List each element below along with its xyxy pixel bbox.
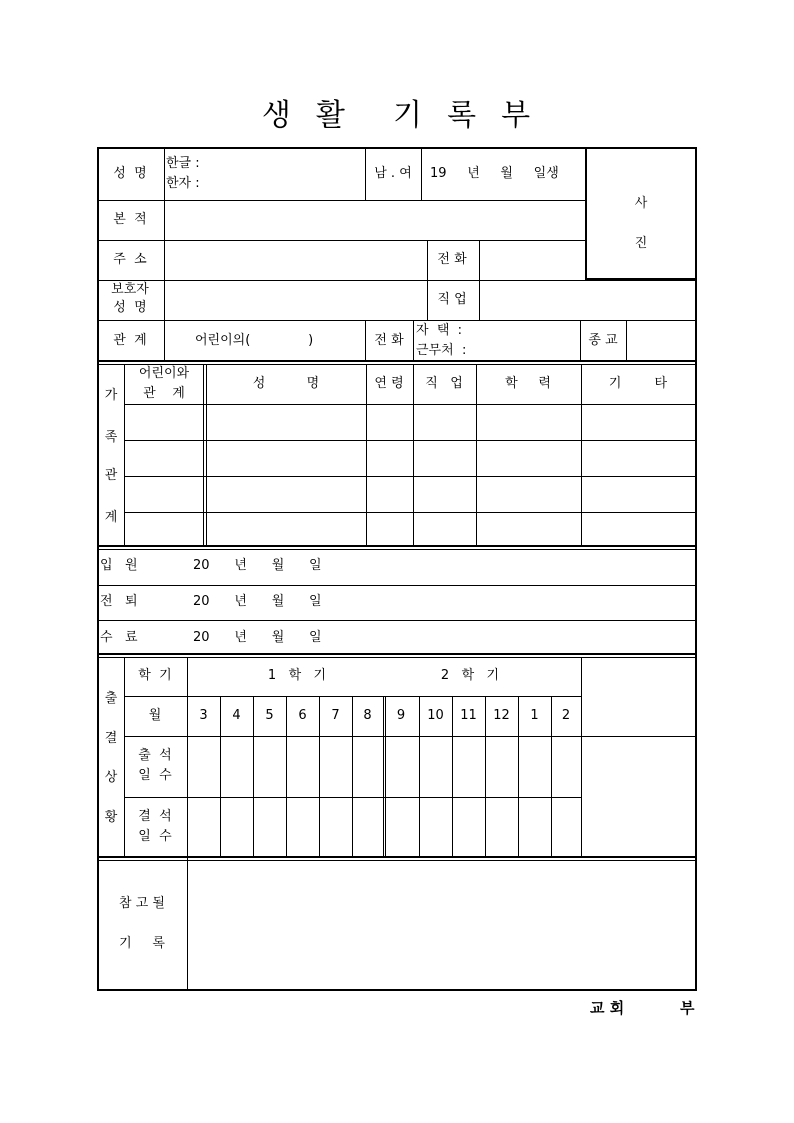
home-label: 자 택 :	[416, 323, 463, 338]
grid-line	[187, 657, 188, 991]
grid-line	[124, 512, 697, 513]
grid-line	[479, 240, 480, 320]
guardian-label: 보호자	[111, 282, 149, 297]
grid-line	[97, 545, 697, 547]
grid-line	[419, 696, 420, 857]
grid-line	[253, 696, 254, 857]
semester-1-label: 1 학 기	[267, 668, 327, 683]
grid-line	[319, 696, 320, 857]
month-cell: 10	[427, 708, 444, 723]
grid-line	[383, 696, 384, 857]
grid-line	[366, 364, 367, 546]
job-label: 직 업	[437, 292, 467, 307]
gender-label: 남 . 여	[374, 166, 412, 181]
address-label: 주 소	[113, 252, 147, 267]
grid-line	[97, 364, 697, 365]
grid-line	[97, 280, 697, 281]
month-cell: 6	[298, 708, 307, 723]
birth-label: 19 년 월 일생	[430, 166, 559, 181]
grid-line	[352, 696, 353, 857]
relation-value: 어린이의( )	[195, 333, 314, 348]
grid-line	[164, 148, 165, 361]
dept-label: 부	[680, 999, 695, 1017]
date-label: 입 원	[100, 558, 138, 573]
education-col-header: 학 력	[505, 376, 551, 391]
attendance-side-label: 황	[104, 810, 118, 825]
grid-line	[97, 653, 697, 655]
date-label: 수 료	[100, 630, 138, 645]
grid-line	[452, 696, 453, 857]
grid-line	[551, 696, 552, 857]
grid-line	[97, 549, 697, 550]
grid-line	[124, 736, 697, 737]
grid-line	[286, 696, 287, 857]
title-char: 생	[261, 98, 293, 133]
grid-line	[518, 696, 519, 857]
grid-line	[124, 476, 697, 477]
date-value: 20 년 월 일	[193, 594, 322, 609]
grid-line	[124, 440, 697, 441]
semester-label: 학 기	[138, 668, 172, 683]
month-cell: 3	[199, 708, 208, 723]
religion-label: 종 교	[588, 333, 618, 348]
grid-line	[421, 148, 422, 200]
date-value: 20 년 월 일	[193, 558, 322, 573]
month-cell: 11	[460, 708, 477, 723]
grid-line	[385, 696, 386, 857]
grid-line	[580, 320, 581, 361]
grid-line	[97, 585, 697, 586]
attendance-side-label: 결	[104, 731, 118, 746]
grid-line	[97, 148, 99, 991]
attend-label: 출 석	[138, 748, 172, 763]
relation-col-header: 관 계	[143, 386, 185, 401]
hangul-label: 한글 :	[166, 156, 200, 171]
name-label: 성 명	[113, 166, 147, 181]
grid-line	[203, 364, 204, 546]
grid-line	[365, 320, 366, 361]
absent-label: 일 수	[138, 829, 172, 844]
family-side-label: 족	[104, 430, 118, 445]
grid-line	[206, 364, 207, 546]
month-cell: 8	[363, 708, 372, 723]
family-side-label: 계	[104, 510, 118, 525]
grid-line	[220, 696, 221, 857]
church-label: 교 회	[590, 999, 625, 1017]
family-side-label: 관	[104, 468, 118, 483]
remarks-label: 기 록	[119, 936, 165, 951]
semester-2-label: 2 학 기	[440, 668, 500, 683]
grid-line	[626, 320, 627, 361]
month-cell: 4	[232, 708, 241, 723]
hanja-label: 한자 :	[166, 176, 200, 191]
date-value: 20 년 월 일	[193, 630, 322, 645]
phone-label: 전 화	[437, 252, 467, 267]
month-cell: 7	[331, 708, 340, 723]
grid-line	[586, 278, 697, 280]
job-col-header: 직 업	[425, 376, 463, 391]
grid-line	[97, 320, 697, 321]
work-label: 근무처 :	[416, 343, 467, 358]
date-label: 전 퇴	[100, 594, 138, 609]
attendance-side-label: 출	[104, 691, 118, 706]
grid-line	[365, 148, 366, 200]
attendance-side-label: 상	[104, 770, 118, 785]
month-cell: 12	[493, 708, 510, 723]
relation-label: 관 계	[113, 333, 147, 348]
grid-line	[97, 200, 586, 201]
grid-line	[427, 240, 428, 320]
grid-line	[413, 364, 414, 546]
absent-label: 결 석	[138, 809, 172, 824]
grid-line	[585, 148, 587, 280]
month-label: 월	[148, 708, 162, 723]
grid-line	[485, 696, 486, 857]
photo-label: 사	[634, 196, 648, 211]
title-char: 부	[501, 98, 533, 133]
grid-line	[97, 147, 697, 149]
remarks-label: 참 고 될	[119, 896, 165, 911]
photo-label: 진	[634, 236, 648, 251]
grid-line	[124, 364, 125, 546]
title-char: 기	[393, 98, 425, 133]
guardian-label: 성 명	[113, 300, 147, 315]
month-cell: 2	[561, 708, 571, 723]
family-side-label: 가	[104, 388, 118, 403]
grid-line	[695, 148, 697, 991]
grid-line	[413, 320, 414, 361]
grid-line	[97, 360, 697, 362]
phone-label-2: 전 화	[374, 333, 404, 348]
title-char: 활	[315, 98, 347, 133]
relation-col-header: 어린이와	[138, 366, 190, 381]
month-cell: 1	[530, 708, 539, 723]
origin-label: 본 적	[113, 212, 147, 227]
name-col-header: 성 명	[252, 376, 320, 391]
age-col-header: 연 령	[374, 376, 404, 391]
month-cell: 5	[265, 708, 274, 723]
title-char: 록	[447, 98, 479, 133]
grid-line	[476, 364, 477, 546]
month-cell: 9	[396, 708, 406, 723]
etc-col-header: 기 타	[608, 376, 668, 391]
grid-line	[581, 364, 582, 546]
grid-line	[97, 240, 586, 241]
grid-line	[124, 657, 125, 857]
attend-label: 일 수	[138, 768, 172, 783]
grid-line	[581, 657, 582, 857]
grid-line	[124, 404, 697, 405]
grid-line	[97, 620, 697, 621]
